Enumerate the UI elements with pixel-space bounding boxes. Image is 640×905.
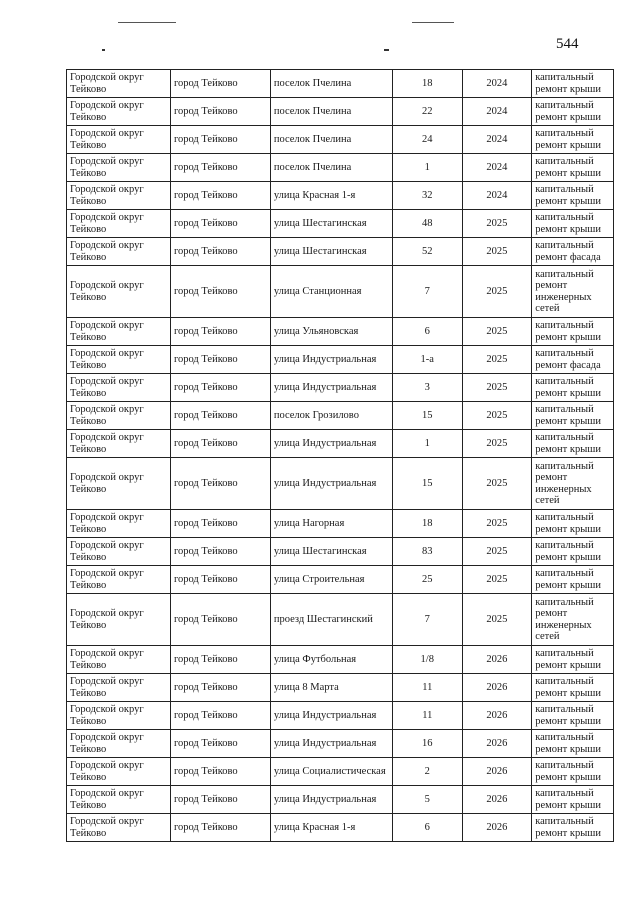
- year-cell: 2024: [462, 98, 532, 126]
- district-cell: Городской округ Тейково: [67, 566, 171, 594]
- year-cell: 2025: [462, 402, 532, 430]
- city-cell: город Тейково: [170, 646, 270, 674]
- table-row: [67, 154, 614, 182]
- house-number-cell: 5: [392, 786, 462, 814]
- street-cell: улица 8 Марта: [270, 674, 392, 702]
- house-number-cell: 1-а: [392, 346, 462, 374]
- house-number-cell: 7: [392, 266, 462, 318]
- district-cell: Городской округ Тейково: [67, 126, 171, 154]
- house-number-cell: 7: [392, 594, 462, 646]
- city-cell: город Тейково: [170, 346, 270, 374]
- house-number-cell: 32: [392, 182, 462, 210]
- house-number-cell: 6: [392, 814, 462, 842]
- table-row: [67, 510, 614, 538]
- city-cell: город Тейково: [170, 210, 270, 238]
- work-type-cell: капитальный ремонт крыши: [532, 566, 614, 594]
- district-cell: Городской округ Тейково: [67, 318, 171, 346]
- work-type-cell: капитальный ремонт крыши: [532, 210, 614, 238]
- house-number-cell: 18: [392, 510, 462, 538]
- city-cell: город Тейково: [170, 70, 270, 98]
- year-cell: 2025: [462, 458, 532, 510]
- table-row: [67, 210, 614, 238]
- work-type-cell: капитальный ремонт крыши: [532, 510, 614, 538]
- work-type-cell: капитальный ремонт крыши: [532, 182, 614, 210]
- year-cell: 2025: [462, 318, 532, 346]
- work-type-cell: капитальный ремонт фасада: [532, 346, 614, 374]
- district-cell: Городской округ Тейково: [67, 346, 171, 374]
- street-cell: улица Индустриальная: [270, 346, 392, 374]
- city-cell: город Тейково: [170, 318, 270, 346]
- work-type-cell: капитальный ремонт крыши: [532, 646, 614, 674]
- house-number-cell: 11: [392, 702, 462, 730]
- street-cell: улица Красная 1-я: [270, 814, 392, 842]
- house-number-cell: 52: [392, 238, 462, 266]
- district-cell: Городской округ Тейково: [67, 210, 171, 238]
- year-cell: 2025: [462, 346, 532, 374]
- district-cell: Городской округ Тейково: [67, 98, 171, 126]
- street-cell: улица Футбольная: [270, 646, 392, 674]
- table-row: [67, 238, 614, 266]
- district-cell: Городской округ Тейково: [67, 154, 171, 182]
- street-cell: поселок Пчелина: [270, 154, 392, 182]
- table-row: [67, 566, 614, 594]
- city-cell: город Тейково: [170, 430, 270, 458]
- work-type-cell: капитальный ремонт фасада: [532, 238, 614, 266]
- work-type-cell: капитальный ремонт инженерных сетей: [532, 594, 614, 646]
- district-cell: Городской округ Тейково: [67, 266, 171, 318]
- year-cell: 2024: [462, 126, 532, 154]
- city-cell: город Тейково: [170, 674, 270, 702]
- district-cell: Городской округ Тейково: [67, 70, 171, 98]
- work-type-cell: капитальный ремонт крыши: [532, 702, 614, 730]
- year-cell: 2025: [462, 430, 532, 458]
- street-cell: улица Индустриальная: [270, 458, 392, 510]
- house-number-cell: 22: [392, 98, 462, 126]
- year-cell: 2025: [462, 238, 532, 266]
- district-cell: Городской округ Тейково: [67, 538, 171, 566]
- street-cell: улица Ульяновская: [270, 318, 392, 346]
- table-row: [67, 702, 614, 730]
- district-cell: Городской округ Тейково: [67, 594, 171, 646]
- year-cell: 2025: [462, 594, 532, 646]
- year-cell: 2026: [462, 758, 532, 786]
- district-cell: Городской округ Тейково: [67, 786, 171, 814]
- year-cell: 2025: [462, 510, 532, 538]
- page-number: 544: [556, 36, 579, 52]
- street-cell: улица Индустриальная: [270, 730, 392, 758]
- table-row: [67, 538, 614, 566]
- city-cell: город Тейково: [170, 538, 270, 566]
- street-cell: улица Социалистическая: [270, 758, 392, 786]
- house-number-cell: 25: [392, 566, 462, 594]
- year-cell: 2024: [462, 182, 532, 210]
- table-row: [67, 70, 614, 98]
- district-cell: Городской округ Тейково: [67, 702, 171, 730]
- table-row: [67, 318, 614, 346]
- district-cell: Городской округ Тейково: [67, 458, 171, 510]
- house-number-cell: 1: [392, 154, 462, 182]
- table-row: [67, 814, 614, 842]
- district-cell: Городской округ Тейково: [67, 374, 171, 402]
- year-cell: 2024: [462, 154, 532, 182]
- table-row: [67, 674, 614, 702]
- year-cell: 2026: [462, 786, 532, 814]
- district-cell: Городской округ Тейково: [67, 402, 171, 430]
- table-row: [67, 266, 614, 318]
- scan-artifact-dot: [102, 49, 105, 51]
- city-cell: город Тейково: [170, 402, 270, 430]
- work-type-cell: капитальный ремонт крыши: [532, 98, 614, 126]
- city-cell: город Тейково: [170, 154, 270, 182]
- city-cell: город Тейково: [170, 126, 270, 154]
- house-number-cell: 24: [392, 126, 462, 154]
- district-cell: Городской округ Тейково: [67, 730, 171, 758]
- table-row: [67, 346, 614, 374]
- house-number-cell: 18: [392, 70, 462, 98]
- house-number-cell: 3: [392, 374, 462, 402]
- city-cell: город Тейково: [170, 730, 270, 758]
- year-cell: 2026: [462, 674, 532, 702]
- work-type-cell: капитальный ремонт крыши: [532, 786, 614, 814]
- housing-repair-table: [66, 69, 614, 842]
- work-type-cell: капитальный ремонт крыши: [532, 126, 614, 154]
- table-row: [67, 646, 614, 674]
- work-type-cell: капитальный ремонт крыши: [532, 154, 614, 182]
- street-cell: улица Шестагинская: [270, 238, 392, 266]
- street-cell: улица Красная 1-я: [270, 182, 392, 210]
- work-type-cell: капитальный ремонт крыши: [532, 758, 614, 786]
- house-number-cell: 1: [392, 430, 462, 458]
- city-cell: город Тейково: [170, 182, 270, 210]
- year-cell: 2026: [462, 730, 532, 758]
- table-row: [67, 594, 614, 646]
- work-type-cell: капитальный ремонт крыши: [532, 814, 614, 842]
- street-cell: улица Индустриальная: [270, 430, 392, 458]
- work-type-cell: капитальный ремонт крыши: [532, 318, 614, 346]
- work-type-cell: капитальный ремонт крыши: [532, 374, 614, 402]
- year-cell: 2025: [462, 374, 532, 402]
- city-cell: город Тейково: [170, 238, 270, 266]
- house-number-cell: 15: [392, 458, 462, 510]
- year-cell: 2025: [462, 566, 532, 594]
- city-cell: город Тейково: [170, 758, 270, 786]
- scan-artifact-dot: [384, 49, 389, 51]
- district-cell: Городской округ Тейково: [67, 814, 171, 842]
- house-number-cell: 16: [392, 730, 462, 758]
- work-type-cell: капитальный ремонт инженерных сетей: [532, 266, 614, 318]
- table-row: [67, 402, 614, 430]
- year-cell: 2025: [462, 538, 532, 566]
- city-cell: город Тейково: [170, 266, 270, 318]
- work-type-cell: капитальный ремонт крыши: [532, 70, 614, 98]
- house-number-cell: 2: [392, 758, 462, 786]
- table-row: [67, 126, 614, 154]
- street-cell: улица Шестагинская: [270, 538, 392, 566]
- scan-artifact-line: [118, 22, 176, 23]
- district-cell: Городской округ Тейково: [67, 182, 171, 210]
- work-type-cell: капитальный ремонт инженерных сетей: [532, 458, 614, 510]
- street-cell: улица Шестагинская: [270, 210, 392, 238]
- house-number-cell: 48: [392, 210, 462, 238]
- street-cell: улица Станционная: [270, 266, 392, 318]
- house-number-cell: 6: [392, 318, 462, 346]
- district-cell: Городской округ Тейково: [67, 646, 171, 674]
- district-cell: Городской округ Тейково: [67, 238, 171, 266]
- street-cell: улица Индустриальная: [270, 374, 392, 402]
- city-cell: город Тейково: [170, 594, 270, 646]
- city-cell: город Тейково: [170, 566, 270, 594]
- street-cell: улица Индустриальная: [270, 702, 392, 730]
- city-cell: город Тейково: [170, 814, 270, 842]
- district-cell: Городской округ Тейково: [67, 674, 171, 702]
- city-cell: город Тейково: [170, 458, 270, 510]
- city-cell: город Тейково: [170, 510, 270, 538]
- table-row: [67, 374, 614, 402]
- table-row: [67, 730, 614, 758]
- table-row: [67, 458, 614, 510]
- year-cell: 2026: [462, 702, 532, 730]
- table-row: [67, 758, 614, 786]
- street-cell: проезд Шестагинский: [270, 594, 392, 646]
- table-row: [67, 98, 614, 126]
- city-cell: город Тейково: [170, 702, 270, 730]
- city-cell: город Тейково: [170, 98, 270, 126]
- district-cell: Городской округ Тейково: [67, 430, 171, 458]
- street-cell: поселок Пчелина: [270, 98, 392, 126]
- street-cell: поселок Пчелина: [270, 70, 392, 98]
- table-row: [67, 182, 614, 210]
- street-cell: улица Строительная: [270, 566, 392, 594]
- scan-artifact-line: [412, 22, 454, 23]
- street-cell: поселок Грозилово: [270, 402, 392, 430]
- year-cell: 2026: [462, 646, 532, 674]
- house-number-cell: 11: [392, 674, 462, 702]
- year-cell: 2024: [462, 70, 532, 98]
- work-type-cell: капитальный ремонт крыши: [532, 430, 614, 458]
- work-type-cell: капитальный ремонт крыши: [532, 402, 614, 430]
- house-number-cell: 15: [392, 402, 462, 430]
- district-cell: Городской округ Тейково: [67, 758, 171, 786]
- house-number-cell: 1/8: [392, 646, 462, 674]
- year-cell: 2025: [462, 266, 532, 318]
- work-type-cell: капитальный ремонт крыши: [532, 674, 614, 702]
- street-cell: улица Индустриальная: [270, 786, 392, 814]
- city-cell: город Тейково: [170, 786, 270, 814]
- street-cell: улица Нагорная: [270, 510, 392, 538]
- work-type-cell: капитальный ремонт крыши: [532, 538, 614, 566]
- table-row: [67, 430, 614, 458]
- district-cell: Городской округ Тейково: [67, 510, 171, 538]
- house-number-cell: 83: [392, 538, 462, 566]
- work-type-cell: капитальный ремонт крыши: [532, 730, 614, 758]
- year-cell: 2026: [462, 814, 532, 842]
- year-cell: 2025: [462, 210, 532, 238]
- city-cell: город Тейково: [170, 374, 270, 402]
- table-row: [67, 786, 614, 814]
- street-cell: поселок Пчелина: [270, 126, 392, 154]
